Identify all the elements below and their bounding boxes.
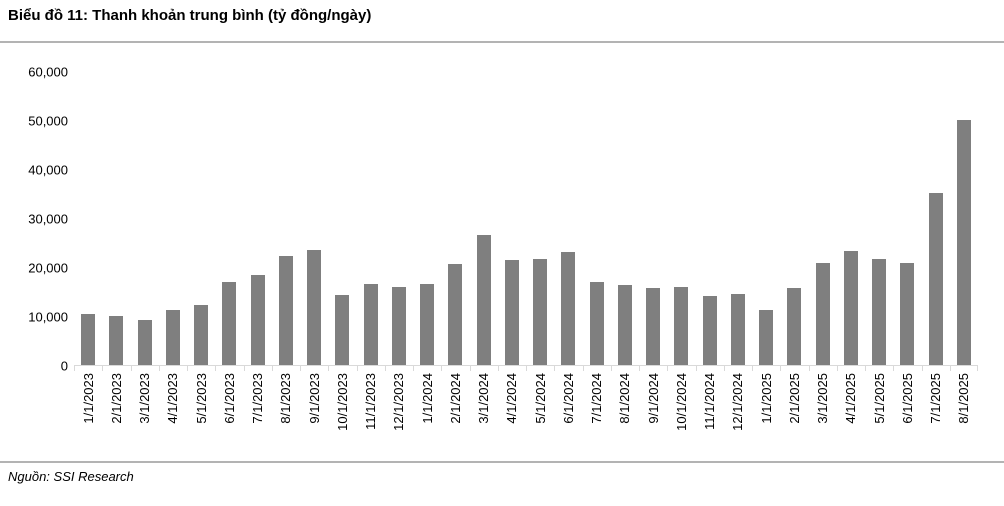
bar-6/1/2024 bbox=[561, 252, 575, 365]
x-axis-tick bbox=[357, 366, 358, 371]
y-tick-label: 0 bbox=[60, 358, 68, 374]
x-axis-tick bbox=[526, 366, 527, 371]
bar-4/1/2025 bbox=[844, 251, 858, 365]
x-tick-label: 2/1/2025 bbox=[786, 373, 802, 424]
x-axis-tick bbox=[441, 366, 442, 371]
x-tick-label: 4/1/2023 bbox=[165, 373, 181, 424]
x-tick-label-cell bbox=[667, 373, 695, 431]
x-tick-label: 6/1/2025 bbox=[899, 373, 915, 424]
x-tick-label: 9/1/2024 bbox=[645, 373, 661, 424]
x-tick-label-cell bbox=[526, 373, 554, 424]
x-tick-label: 3/1/2023 bbox=[137, 373, 153, 424]
x-tick-label: 10/1/2023 bbox=[334, 373, 350, 431]
bar-4/1/2023 bbox=[166, 310, 180, 365]
x-axis-tick bbox=[696, 366, 697, 371]
y-tick-label: 20,000 bbox=[28, 260, 68, 276]
x-axis-tick bbox=[300, 366, 301, 371]
y-tick-label: 50,000 bbox=[28, 113, 68, 129]
x-tick-label-cell bbox=[780, 373, 808, 424]
x-axis-tick bbox=[187, 366, 188, 371]
bar-8/1/2023 bbox=[279, 256, 293, 365]
bar-1/1/2025 bbox=[759, 310, 773, 365]
x-tick-label-cell bbox=[300, 373, 328, 424]
x-axis-tick bbox=[328, 366, 329, 371]
bar-3/1/2025 bbox=[816, 263, 830, 365]
x-axis-tick bbox=[554, 366, 555, 371]
x-tick-label: 8/1/2023 bbox=[278, 373, 294, 424]
x-axis-tick bbox=[583, 366, 584, 371]
x-tick-label-cell bbox=[724, 373, 752, 431]
x-axis-tick bbox=[244, 366, 245, 371]
bar-8/1/2025 bbox=[957, 120, 971, 365]
x-tick-label-cell bbox=[385, 373, 413, 431]
x-tick-label-cell bbox=[950, 373, 978, 424]
x-tick-label-cell bbox=[244, 373, 272, 424]
x-tick-label-cell bbox=[102, 373, 130, 424]
bar-12/1/2023 bbox=[392, 287, 406, 365]
x-axis-tick bbox=[272, 366, 273, 371]
x-tick-label-cell bbox=[498, 373, 526, 424]
x-axis-tick bbox=[74, 366, 75, 371]
source-note: Nguồn: SSI Research bbox=[8, 469, 134, 484]
x-tick-label: 4/1/2025 bbox=[843, 373, 859, 424]
bar-5/1/2023 bbox=[194, 305, 208, 365]
bar-5/1/2024 bbox=[533, 259, 547, 365]
x-tick-label-cell bbox=[470, 373, 498, 424]
x-axis-tick bbox=[131, 366, 132, 371]
x-tick-label: 7/1/2025 bbox=[928, 373, 944, 424]
x-tick-label-cell bbox=[187, 373, 215, 424]
x-tick-label-cell bbox=[357, 373, 385, 430]
x-axis-tick bbox=[950, 366, 951, 371]
bar-11/1/2024 bbox=[703, 296, 717, 365]
x-tick-label: 7/1/2023 bbox=[250, 373, 266, 424]
bar-6/1/2023 bbox=[222, 282, 236, 365]
title-divider bbox=[0, 41, 1004, 43]
x-tick-label-cell bbox=[131, 373, 159, 424]
x-tick-label: 8/1/2024 bbox=[617, 373, 633, 424]
x-axis bbox=[74, 373, 978, 443]
x-tick-label: 1/1/2025 bbox=[758, 373, 774, 424]
x-tick-label: 2/1/2024 bbox=[447, 373, 463, 424]
bar-10/1/2024 bbox=[674, 287, 688, 365]
x-tick-label: 5/1/2025 bbox=[871, 373, 887, 424]
chart-title: Biểu đồ 11: Thanh khoản trung bình (tỷ đồng/ngày) bbox=[8, 7, 372, 24]
bar-12/1/2024 bbox=[731, 294, 745, 365]
x-axis-tick bbox=[724, 366, 725, 371]
x-tick-label: 8/1/2025 bbox=[956, 373, 972, 424]
x-axis-tick bbox=[977, 366, 978, 371]
x-tick-label-cell bbox=[865, 373, 893, 424]
x-axis-tick bbox=[215, 366, 216, 371]
x-tick-label-cell bbox=[752, 373, 780, 424]
x-axis-tick bbox=[809, 366, 810, 371]
x-tick-label-cell bbox=[159, 373, 187, 424]
x-axis-tick bbox=[639, 366, 640, 371]
bar-7/1/2023 bbox=[251, 275, 265, 365]
bar-10/1/2023 bbox=[335, 295, 349, 365]
bar-7/1/2025 bbox=[929, 193, 943, 365]
x-tick-label-cell bbox=[809, 373, 837, 424]
x-tick-label: 11/1/2023 bbox=[363, 373, 379, 430]
x-tick-label: 1/1/2023 bbox=[80, 373, 96, 424]
x-tick-label: 3/1/2024 bbox=[476, 373, 492, 424]
x-axis-tick bbox=[159, 366, 160, 371]
x-tick-label-cell bbox=[696, 373, 724, 430]
y-tick-label: 10,000 bbox=[28, 309, 68, 325]
x-axis-tick bbox=[752, 366, 753, 371]
bar-9/1/2024 bbox=[646, 288, 660, 365]
x-tick-label-cell bbox=[554, 373, 582, 424]
x-tick-label-cell bbox=[837, 373, 865, 424]
x-axis-tick bbox=[893, 366, 894, 371]
y-tick-label: 60,000 bbox=[28, 64, 68, 80]
x-tick-label-cell bbox=[413, 373, 441, 424]
x-axis-tick bbox=[102, 366, 103, 371]
bar-7/1/2024 bbox=[590, 282, 604, 365]
x-tick-label-cell bbox=[922, 373, 950, 424]
x-tick-label: 10/1/2024 bbox=[673, 373, 689, 431]
plot-area bbox=[74, 72, 978, 366]
x-tick-label: 1/1/2024 bbox=[419, 373, 435, 424]
x-tick-label: 6/1/2023 bbox=[221, 373, 237, 424]
y-axis bbox=[0, 64, 68, 374]
bar-2/1/2025 bbox=[787, 288, 801, 365]
x-tick-label: 7/1/2024 bbox=[589, 373, 605, 424]
x-tick-label: 11/1/2024 bbox=[702, 373, 718, 430]
x-tick-label-cell bbox=[441, 373, 469, 424]
x-tick-label: 5/1/2023 bbox=[193, 373, 209, 424]
bar-1/1/2023 bbox=[81, 314, 95, 365]
x-tick-label-cell bbox=[215, 373, 243, 424]
bar-2/1/2024 bbox=[448, 264, 462, 365]
x-tick-label: 2/1/2023 bbox=[108, 373, 124, 424]
x-axis-tick bbox=[470, 366, 471, 371]
x-axis-tick bbox=[498, 366, 499, 371]
x-tick-label-cell bbox=[583, 373, 611, 424]
x-axis-tick bbox=[667, 366, 668, 371]
bar-3/1/2024 bbox=[477, 235, 491, 365]
x-tick-label-cell bbox=[74, 373, 102, 424]
x-axis-tick bbox=[837, 366, 838, 371]
x-tick-label-cell bbox=[328, 373, 356, 431]
x-tick-label: 3/1/2025 bbox=[815, 373, 831, 424]
bar-1/1/2024 bbox=[420, 284, 434, 365]
footer-divider bbox=[0, 461, 1004, 463]
x-axis-tick bbox=[780, 366, 781, 371]
x-tick-label-cell bbox=[611, 373, 639, 424]
bar-3/1/2023 bbox=[138, 320, 152, 365]
x-tick-label-cell bbox=[639, 373, 667, 424]
bar-2/1/2023 bbox=[109, 316, 123, 365]
x-tick-label: 9/1/2023 bbox=[306, 373, 322, 424]
x-tick-label: 6/1/2024 bbox=[560, 373, 576, 424]
bar-11/1/2023 bbox=[364, 284, 378, 365]
x-axis-tick bbox=[413, 366, 414, 371]
bar-6/1/2025 bbox=[900, 263, 914, 365]
x-axis-tick bbox=[865, 366, 866, 371]
x-tick-label: 12/1/2023 bbox=[391, 373, 407, 431]
x-tick-label-cell bbox=[893, 373, 921, 424]
x-tick-label: 12/1/2024 bbox=[730, 373, 746, 431]
bar-5/1/2025 bbox=[872, 259, 886, 365]
x-tick-label-cell bbox=[272, 373, 300, 424]
bar-9/1/2023 bbox=[307, 250, 321, 365]
y-tick-label: 30,000 bbox=[28, 211, 68, 227]
x-tick-label: 4/1/2024 bbox=[504, 373, 520, 424]
x-axis-tick bbox=[922, 366, 923, 371]
y-tick-label: 40,000 bbox=[28, 162, 68, 178]
bar-8/1/2024 bbox=[618, 285, 632, 365]
bar-4/1/2024 bbox=[505, 260, 519, 365]
x-axis-tick bbox=[611, 366, 612, 371]
x-tick-label: 5/1/2024 bbox=[532, 373, 548, 424]
x-axis-tick bbox=[385, 366, 386, 371]
